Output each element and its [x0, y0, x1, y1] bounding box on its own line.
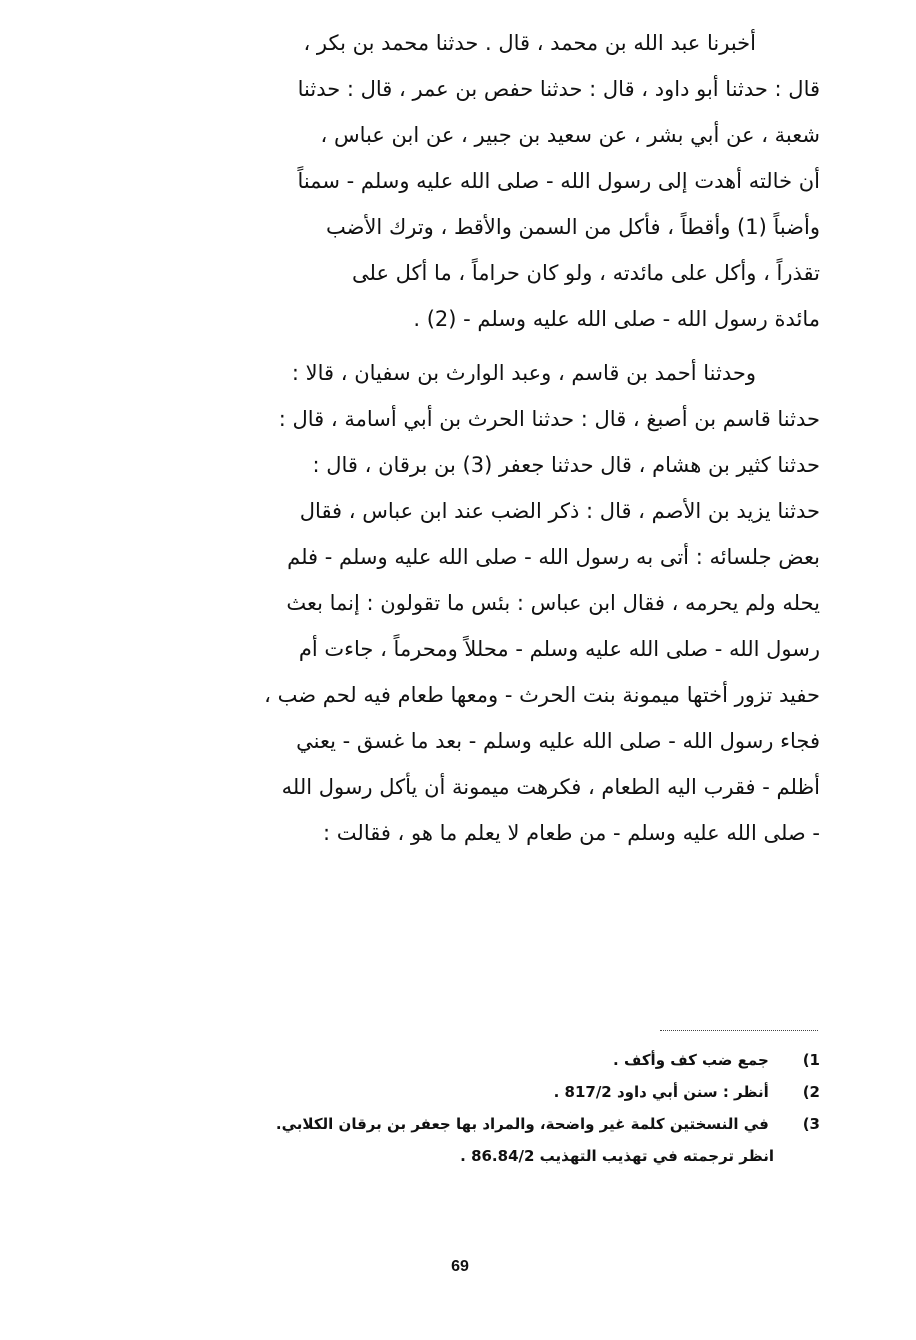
text-line: حفيد تزور أختها ميمونة بنت الحرث - ومعها طعام فيه لحم ضب ،: [264, 683, 820, 707]
footnote-text: انظر ترجمته في تهذيب التهذيب 86.84/2 .: [460, 1147, 774, 1165]
text-line: قال : حدثنا أبو داود ، قال : حدثنا حفص بن عمر ، قال : حدثنا: [297, 77, 820, 101]
footnote-1: [240, 1044, 820, 1076]
text-line: فجاء رسول الله - صلى الله عليه وسلم - بعد ما غسق - يعني: [296, 729, 820, 753]
footnote-3-continuation: [240, 1140, 820, 1172]
text-line: بعض جلسائه : أتى به رسول الله - صلى الله عليه وسلم - فلم: [287, 545, 820, 569]
footnote-number: (3: [802, 1115, 820, 1133]
footnote-separator: [660, 1030, 818, 1031]
text-line: حدثنا قاسم بن أصبغ ، قال : حدثنا الحرث بن أبي أسامة ، قال :: [278, 407, 820, 431]
text-line: يحله ولم يحرمه ، فقال ابن عباس : بئس ما تقولون : إنما بعث: [286, 591, 820, 615]
paragraph-2: [172, 350, 820, 856]
text-line: رسول الله - صلى الله عليه وسلم - محللاً ومحرماً ، جاءت أم: [298, 637, 820, 661]
text-line: وحدثنا أحمد بن قاسم ، وعبد الوارث بن سفيان ، قالا :: [291, 361, 756, 385]
text-line: أظلم - فقرب اليه الطعام ، فكرهت ميمونة أن يأكل رسول الله: [281, 775, 820, 799]
text-line: شعبة ، عن أبي بشر ، عن سعيد بن جبير ، عن ابن عباس ،: [320, 123, 820, 147]
text-line: أن خالته أهدت إلى رسول الله - صلى الله عليه وسلم - سمناً: [297, 169, 820, 193]
text-line: تقذراً ، وأكل على مائدته ، ولو كان حراماً ، ما أكل على: [351, 261, 820, 285]
text-line: مائدة رسول الله - صلى الله عليه وسلم - (2) .: [413, 307, 820, 331]
footnotes: [240, 1044, 820, 1172]
text-line: وأضباً (1) وأقطاً ، فأكل من السمن والأقط ، وترك الأضب: [326, 215, 820, 239]
text-line: - صلى الله عليه وسلم - من طعام لا يعلم ما هو ، فقالت :: [323, 821, 820, 845]
footnote-2: [240, 1076, 820, 1108]
page-number: 69: [451, 1258, 469, 1275]
footnote-number: (2: [802, 1083, 820, 1101]
paragraph-1: [172, 20, 820, 342]
text-line: حدثنا يزيد بن الأصم ، قال : ذكر الضب عند ابن عباس ، فقال: [299, 499, 820, 523]
text-line: أخبرنا عبد الله بن محمد ، قال . حدثنا محمد بن بكر ،: [303, 31, 756, 55]
footnote-text: أنظر : سنن أبي داود 817/2 .: [553, 1083, 769, 1101]
footnote-text: في النسختين كلمة غير واضحة، والمراد بها جعفر بن برقان الكلابي.: [275, 1115, 769, 1133]
footnote-number: (1: [802, 1051, 820, 1069]
footnote-text: جمع ضب كف وأكف .: [613, 1051, 769, 1069]
footnote-3: [240, 1108, 820, 1140]
text-line: حدثنا كثير بن هشام ، قال حدثنا جعفر (3) بن برقان ، قال :: [312, 453, 820, 477]
